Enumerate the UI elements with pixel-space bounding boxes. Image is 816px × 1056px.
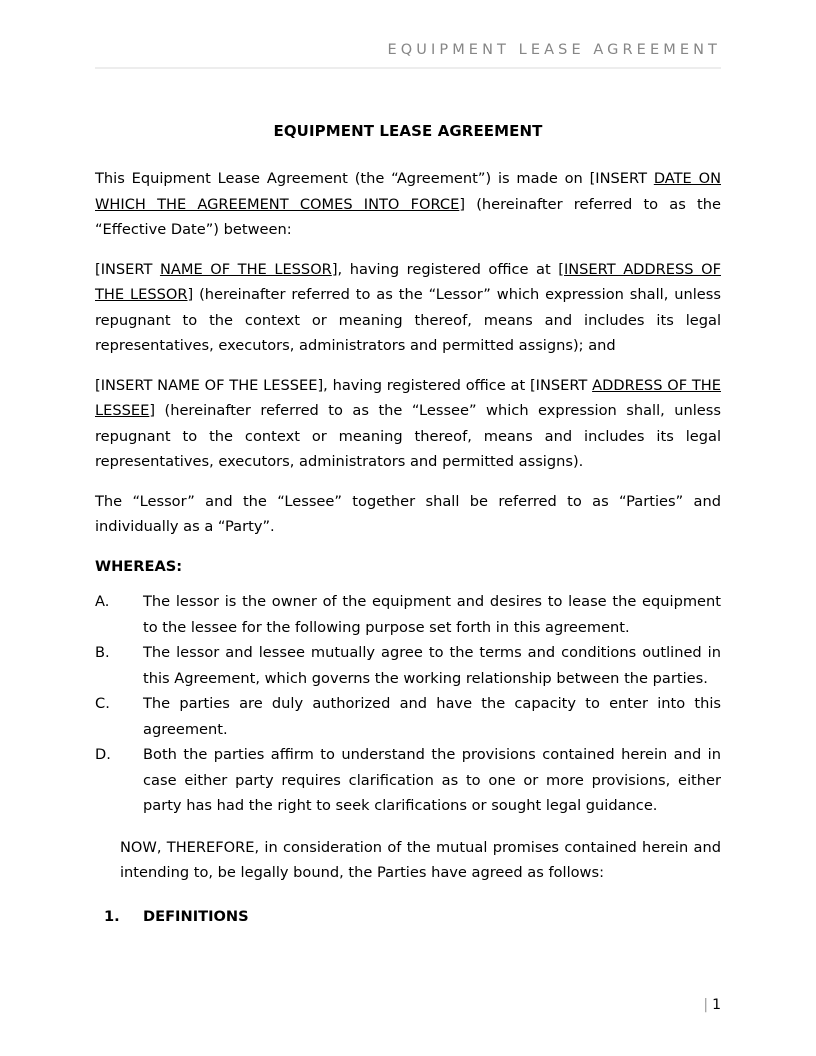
lessor-placeholder-name: NAME OF THE LESSOR [159,260,332,278]
lessor-text-part-2: ], having registered office at [331,260,559,278]
recital-text: The lessor is the owner of the equipment and desires to lease the equipment to the lessee for the following purpose set forth in this agreement. [143,593,721,636]
document-title: EQUIPMENT LEASE AGREEMENT [273,122,543,140]
intro-text-part-2: ] (hereinafter referred to as the “Effective Date”) between: [95,195,721,238]
lessee-placeholder-address: ADDRESS OF THE LESSEE [95,376,721,419]
footer-separator: | [703,997,709,1013]
paragraph-lessee [95,373,721,475]
document-header [95,40,721,70]
paragraph-intro [95,166,721,243]
section-title: DEFINITIONS [143,907,249,925]
section-heading-definitions [95,904,721,930]
lessee-text-part-2: ] (hereinafter referred to as the “Lessee” which expression shall, unless repugnant to the context or meaning thereof, means and includes its legal representatives, executors, administrators and permitted assigns). [95,402,721,470]
recital-text: The parties are duly authorized and have the capacity to enter into this agreement. [143,695,721,738]
header-divider-rule [95,67,721,69]
section-number: 1. [104,907,120,925]
recital-marker: C. [95,695,110,712]
recital-item [95,691,721,742]
lessor-text-part-1: [INSERT [95,260,160,278]
recital-marker: A. [95,593,110,610]
paragraph-parties: The “Lessor” and the “Lessee” together shall be referred to as “Parties” and individually as a “Party”. [95,492,721,535]
footer-page-number: 1 [712,997,721,1013]
paragraph-now-therefore: NOW, THEREFORE, in consideration of the mutual promises contained herein and intending to, be legally bound, the Parties have agreed as follows: [120,838,721,881]
intro-placeholder-date: DATE ON WHICH THE AGREEMENT COMES INTO FORCE [95,170,721,213]
recital-text: Both the parties affirm to understand the provisions contained herein and in case either party requires clarification as to one or more provisions, either party has had the right to seek clarifications or sought legal guidance. [143,746,721,814]
lessee-text-part-1: [INSERT NAME OF THE LESSEE], having registered office at [INSERT [95,376,593,394]
intro-text-part-1: This Equipment Lease Agreement (the “Agreement”) is made on [INSERT [95,170,654,187]
recital-marker: B. [95,644,110,661]
lessor-text-part-3: ] (hereinafter referred to as the “Lessor” which expression shall, unless repugnant to the context or meaning thereof, means and includes its legal representatives, executors, administrators and permitted assigns); and [95,286,721,354]
recital-item [95,640,721,691]
recital-marker: D. [95,746,111,763]
paragraph-lessor [95,257,721,359]
recital-item [95,589,721,640]
header-running-title: EQUIPMENT LEASE AGREEMENT [387,42,721,58]
recital-text: The lessor and lessee mutually agree to the terms and conditions outlined in this Agreement, which governs the working relationship between the parties. [143,644,721,687]
recital-list [95,589,721,819]
document-body [95,118,721,929]
recital-item [95,742,721,819]
lessor-placeholder-address: [INSERT ADDRESS OF THE LESSOR [95,260,721,303]
whereas-heading: WHEREAS: [95,557,183,575]
document-footer [95,996,721,1014]
